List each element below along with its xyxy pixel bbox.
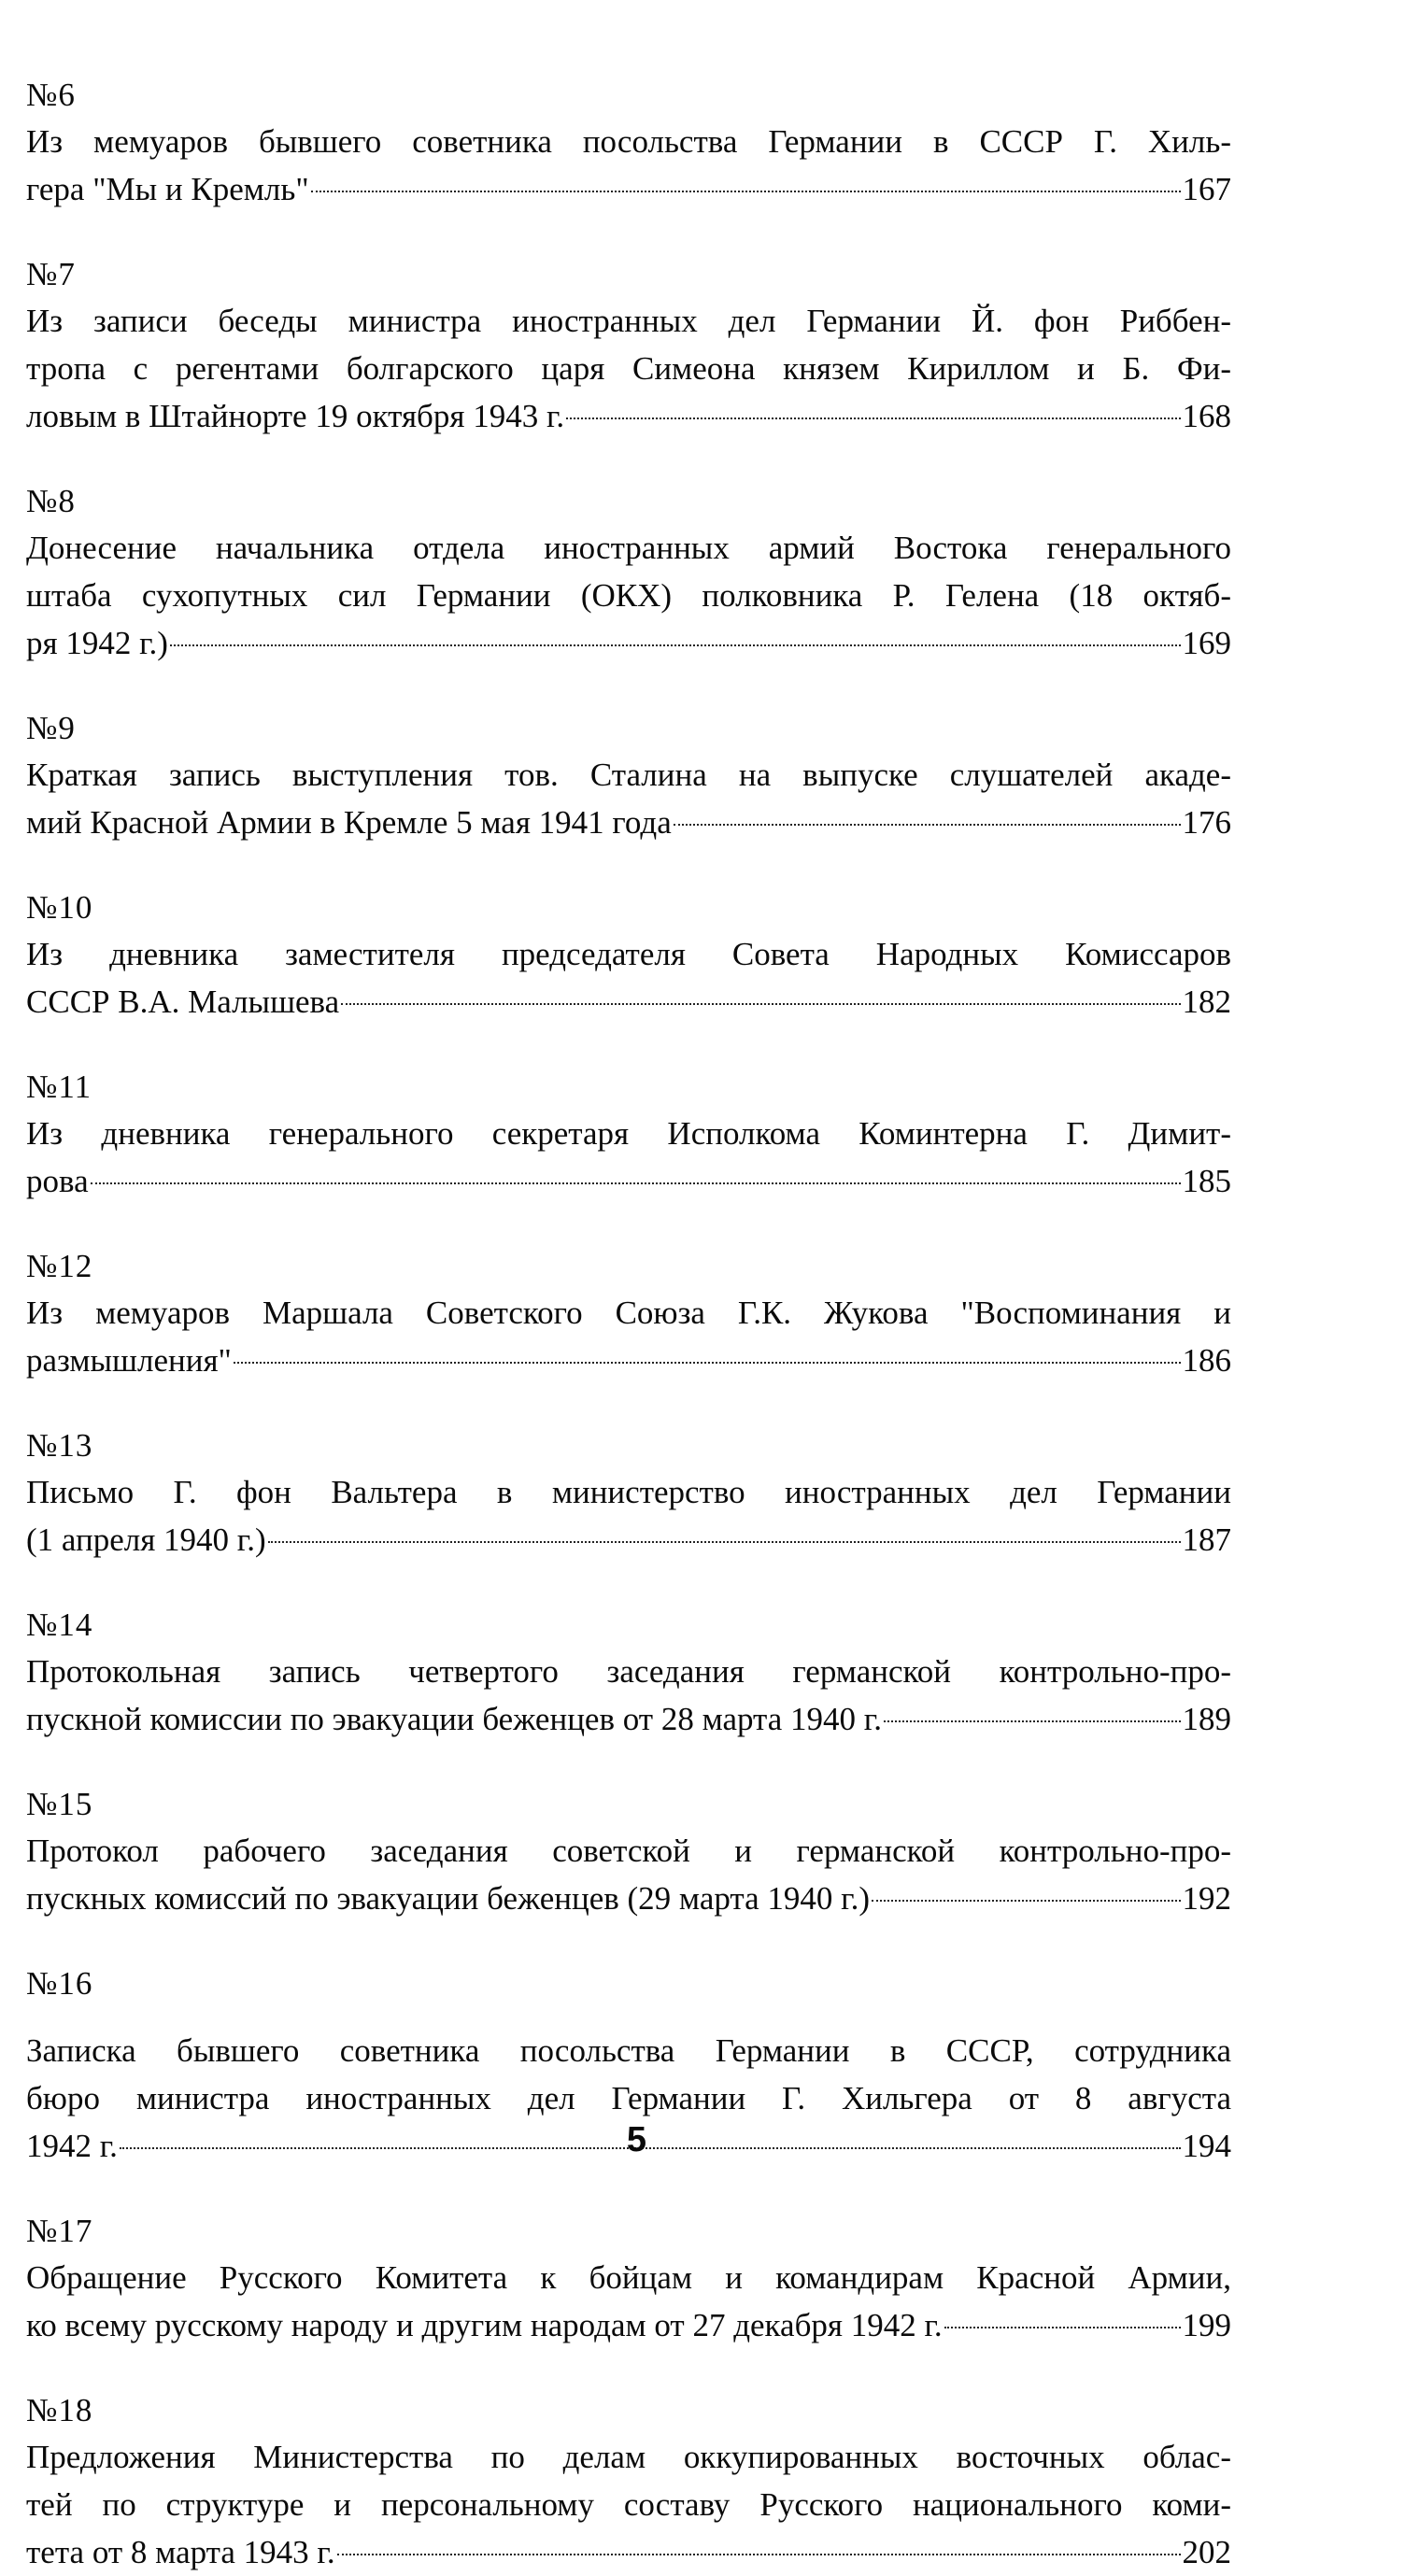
entry-number: №18 bbox=[26, 2392, 93, 2428]
entry-title-end: ря 1942 г.) bbox=[26, 625, 168, 661]
toc-entry bbox=[26, 73, 1231, 213]
entry-title-line: Протокол рабочего заседания советской и германской контрольно-про- bbox=[26, 1833, 1231, 1869]
entry-title-line: Из дневника заместителя председателя Совета Народных Комиссаров bbox=[26, 936, 1231, 972]
entry-title-line: Из мемуаров Маршала Советского Союза Г.К. Жукова "Воспоминания и bbox=[26, 1295, 1231, 1331]
entry-page-number: 187 bbox=[1182, 1522, 1231, 1558]
toc-entry bbox=[26, 1603, 1231, 1743]
entry-page-number: 182 bbox=[1182, 984, 1231, 1020]
entry-title-end: пускных комиссий по эвакуации беженцев (29 марта 1940 г.) bbox=[26, 1880, 870, 1917]
entry-last-line bbox=[26, 165, 1231, 213]
dot-leader bbox=[234, 1362, 1181, 1364]
table-of-contents bbox=[26, 73, 1231, 2576]
entry-title-line: Протокольная запись четвертого заседания германской контрольно-про- bbox=[26, 1653, 1231, 1690]
entry-spacer bbox=[26, 846, 1231, 885]
entry-spacer bbox=[26, 1743, 1231, 1782]
entry-last-line bbox=[26, 2301, 1231, 2349]
toc-entry bbox=[26, 1065, 1231, 1205]
toc-entry bbox=[26, 1244, 1231, 1384]
entry-title-line: Письмо Г. фон Вальтера в министерство иностранных дел Германии bbox=[26, 1474, 1231, 1510]
entry-number: №12 bbox=[26, 1248, 93, 1284]
entry-last-line bbox=[26, 619, 1231, 667]
entry-number: №8 bbox=[26, 483, 76, 519]
entry-number: №13 bbox=[26, 1427, 93, 1464]
toc-entry bbox=[26, 885, 1231, 1026]
entry-number: №7 bbox=[26, 256, 76, 292]
entry-title-line: Предложения Министерства по делам оккупированных восточных облас- bbox=[26, 2439, 1231, 2475]
page-number: 5 bbox=[626, 2120, 647, 2159]
entry-page-number: 185 bbox=[1182, 1163, 1231, 1199]
entry-title-line: Из мемуаров бывшего советника посольства Германии в СССР Г. Хиль- bbox=[26, 123, 1231, 160]
entry-spacer bbox=[26, 2170, 1231, 2209]
entry-page-number: 167 bbox=[1182, 171, 1231, 207]
entry-last-line bbox=[26, 978, 1231, 1026]
dot-leader bbox=[341, 1003, 1180, 1005]
entry-title-end: ко всему русскому народу и другим народам от 27 декабря 1942 г. bbox=[26, 2307, 943, 2343]
entry-page-number: 176 bbox=[1182, 804, 1231, 841]
entry-last-line bbox=[26, 1516, 1231, 1564]
entry-page-number: 168 bbox=[1182, 398, 1231, 434]
entry-spacer bbox=[26, 1564, 1231, 1603]
entry-last-line bbox=[26, 2528, 1231, 2576]
entry-number: №6 bbox=[26, 77, 76, 113]
entry-title-end: размышления" bbox=[26, 1342, 232, 1379]
entry-title-line: тей по структуре и персональному составу Русского национального коми- bbox=[26, 2486, 1231, 2523]
entry-title-end: мий Красной Армии в Кремле 5 мая 1941 года bbox=[26, 804, 672, 841]
entry-title-line: Обращение Русского Комитета к бойцам и командирам Красной Армии, bbox=[26, 2259, 1231, 2296]
entry-title-line: тропа с регентами болгарского царя Симеона князем Кириллом и Б. Фи- bbox=[26, 350, 1231, 387]
entry-number: №14 bbox=[26, 1606, 93, 1643]
toc-entry bbox=[26, 1423, 1231, 1564]
entry-number: №15 bbox=[26, 1786, 93, 1822]
entry-title-end: (1 апреля 1940 г.) bbox=[26, 1522, 266, 1558]
entry-title-end: ловым в Штайнорте 19 октября 1943 г. bbox=[26, 398, 565, 434]
entry-page-number: 189 bbox=[1182, 1701, 1231, 1737]
entry-last-line bbox=[26, 1875, 1231, 1922]
entry-spacer bbox=[26, 1922, 1231, 1961]
entry-spacer bbox=[26, 1026, 1231, 1065]
toc-entry bbox=[26, 2388, 1231, 2576]
entry-title-line: бюро министра иностранных дел Германии Г. Хильгера от 8 августа bbox=[26, 2080, 1231, 2116]
entry-spacer bbox=[26, 1384, 1231, 1423]
entry-number: №9 bbox=[26, 710, 76, 746]
dot-leader bbox=[674, 824, 1181, 826]
entry-spacer bbox=[26, 1205, 1231, 1244]
entry-spacer bbox=[26, 2349, 1231, 2388]
toc-entry bbox=[26, 1782, 1231, 1922]
entry-number: №16 bbox=[26, 1965, 93, 2002]
dot-leader bbox=[311, 191, 1181, 192]
entry-last-line bbox=[26, 1695, 1231, 1743]
entry-page-number: 169 bbox=[1182, 625, 1231, 661]
dot-leader bbox=[944, 2327, 1181, 2328]
dot-leader bbox=[337, 2554, 1181, 2555]
entry-page-number: 202 bbox=[1182, 2534, 1231, 2570]
toc-entry bbox=[26, 2209, 1231, 2349]
entry-page-number: 199 bbox=[1182, 2307, 1231, 2343]
dot-leader bbox=[566, 418, 1180, 419]
entry-number: №17 bbox=[26, 2213, 93, 2249]
entry-last-line bbox=[26, 1337, 1231, 1384]
entry-number: №11 bbox=[26, 1069, 92, 1105]
entry-last-line bbox=[26, 799, 1231, 846]
dot-leader bbox=[872, 1900, 1181, 1902]
entry-last-line bbox=[26, 392, 1231, 440]
entry-title-line: Из дневника генерального секретаря Исполкома Коминтерна Г. Димит- bbox=[26, 1115, 1231, 1152]
dot-leader bbox=[268, 1541, 1181, 1543]
entry-title-line: Донесение начальника отдела иностранных армий Востока генерального bbox=[26, 530, 1231, 566]
entry-title-line: Краткая запись выступления тов. Сталина на выпуске слушателей акаде- bbox=[26, 757, 1231, 793]
entry-page-number: 194 bbox=[1182, 2128, 1231, 2164]
entry-page-number: 186 bbox=[1182, 1342, 1231, 1379]
entry-title-line: штаба сухопутных сил Германии (ОКХ) полковника Р. Гелена (18 октяб- bbox=[26, 577, 1231, 614]
dot-leader bbox=[170, 644, 1181, 646]
entry-title-end: гера "Мы и Кремль" bbox=[26, 171, 309, 207]
entry-title-line: Записка бывшего советника посольства Германии в СССР, сотрудника bbox=[26, 2032, 1231, 2069]
entry-title-end: СССР В.А. Малышева bbox=[26, 984, 340, 1020]
entry-page-number: 192 bbox=[1182, 1880, 1231, 1917]
entry-title-end: пускной комиссии по эвакуации беженцев от 28 марта 1940 г. bbox=[26, 1701, 882, 1737]
toc-entry bbox=[26, 252, 1231, 440]
entry-title-line: Из записи беседы министра иностранных дел Германии Й. фон Риббен- bbox=[26, 303, 1231, 339]
entry-title-end: 1942 г. bbox=[26, 2128, 118, 2164]
entry-number: №10 bbox=[26, 889, 93, 926]
entry-last-line bbox=[26, 1157, 1231, 1205]
toc-entry bbox=[26, 706, 1231, 846]
entry-title-end: рова bbox=[26, 1163, 89, 1199]
entry-title-end: тета от 8 марта 1943 г. bbox=[26, 2534, 335, 2570]
entry-spacer bbox=[26, 440, 1231, 479]
dot-leader bbox=[884, 1720, 1181, 1722]
dot-leader bbox=[91, 1182, 1181, 1184]
entry-spacer bbox=[26, 213, 1231, 252]
entry-spacer bbox=[26, 667, 1231, 706]
toc-entry bbox=[26, 479, 1231, 667]
